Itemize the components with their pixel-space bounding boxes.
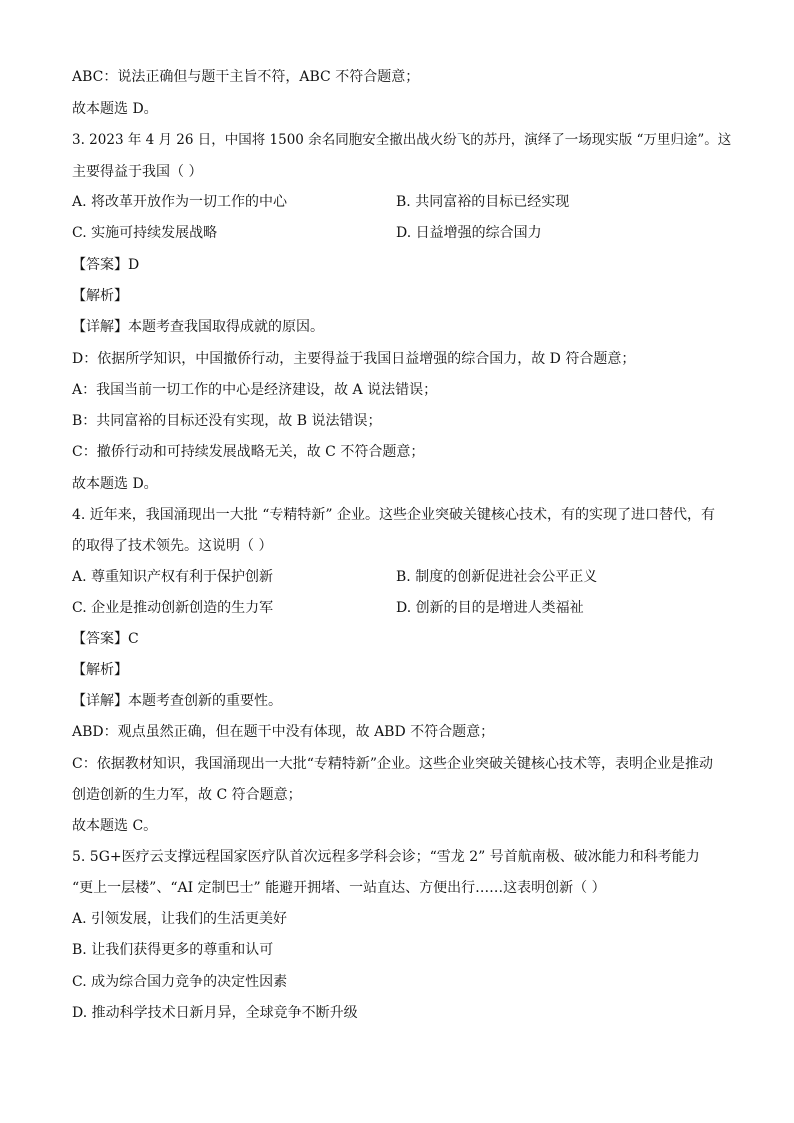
q3-analysis-heading: 【解析】 (72, 288, 128, 304)
q5-stem-line-2: “更上一层楼”、“AI 定制巴士” 能避开拥堵、一站直达、方便出行……这表明创新（ ） (72, 880, 606, 896)
q3-option-c: C. 实施可持续发展战略 (72, 225, 218, 241)
q4-explain-c-line-2: 创造创新的生力军，故 C 符合题意； (72, 787, 302, 803)
q3-explain-c: C：撤侨行动和可持续发展战略无关，故 C 不符合题意； (72, 444, 425, 460)
q4-stem-line-2: 的取得了技术领先。这说明（ ） (72, 538, 273, 554)
q5-option-c: C. 成为综合国力竞争的决定性因素 (72, 974, 288, 990)
q3-stem-line-1: 3. 2023 年 4 月 26 日，中国将 1500 余名同胞安全撤出战火纷飞的苏丹，演绎了一场现实版 “万里归途”。这 (72, 132, 732, 148)
q3-option-a: A. 将改革开放作为一切工作的中心 (72, 194, 288, 210)
q3-answer: 【答案】D (72, 257, 140, 273)
q4-option-c: C. 企业是推动创新创造的生力军 (72, 600, 274, 616)
q4-stem-line-1: 4. 近年来，我国涌现出一大批 “专精特新” 企业。这些企业突破关键核心技术，有的实现了进口替代，有 (72, 507, 716, 523)
q4-detail: 【详解】本题考查创新的重要性。 (72, 693, 282, 709)
q4-option-b: B. 制度的创新促进社会公平正义 (396, 569, 598, 585)
q3-option-d: D. 日益增强的综合国力 (396, 225, 542, 241)
q3-explain-d: D：依据所学知识，中国撤侨行动，主要得益于我国日益增强的综合国力，故 D 符合题意； (72, 351, 636, 367)
q3-explain-b: B：共同富裕的目标还没有实现，故 B 说法错误； (72, 413, 382, 429)
analysis-line: ABC：说法正确但与题干主旨不符，ABC 不符合题意； (72, 69, 420, 85)
q4-option-a: A. 尊重知识产权有利于保护创新 (72, 569, 274, 585)
q4-analysis-heading: 【解析】 (72, 662, 128, 678)
q5-option-d: D. 推动科学技术日新月异，全球竞争不断升级 (72, 1005, 358, 1021)
q4-explain-abd: ABD：观点虽然正确，但在题干中没有体现，故 ABD 不符合题意； (72, 724, 495, 740)
q5-stem-line-1: 5. 5G+医疗云支撑远程国家医疗队首次远程多学科会诊；“雪龙 2” 号首航南极、破冰能力和科考能力 (72, 849, 700, 865)
q4-answer: 【答案】C (72, 631, 139, 647)
q3-detail: 【详解】本题考查我国取得成就的原因。 (72, 319, 324, 335)
q3-stem-line-2: 主要得益于我国（ ） (72, 164, 203, 180)
q3-conclusion: 故本题选 D。 (72, 476, 158, 492)
q4-conclusion: 故本题选 C。 (72, 818, 158, 834)
q4-explain-c-line-1: C：依据教材知识，我国涌现出一大批“专精特新”企业。这些企业突破关键核心技术等，表明企业是推动 (72, 756, 714, 772)
q5-option-b: B. 让我们获得更多的尊重和认可 (72, 942, 274, 958)
q3-option-b: B. 共同富裕的目标已经实现 (396, 194, 570, 210)
q5-option-a: A. 引领发展，让我们的生活更美好 (72, 911, 288, 927)
conclusion-line: 故本题选 D。 (72, 101, 158, 117)
q3-explain-a: A：我国当前一切工作的中心是经济建设，故 A 说法错误； (72, 382, 438, 398)
q4-option-d: D. 创新的目的是增进人类福祉 (396, 600, 584, 616)
